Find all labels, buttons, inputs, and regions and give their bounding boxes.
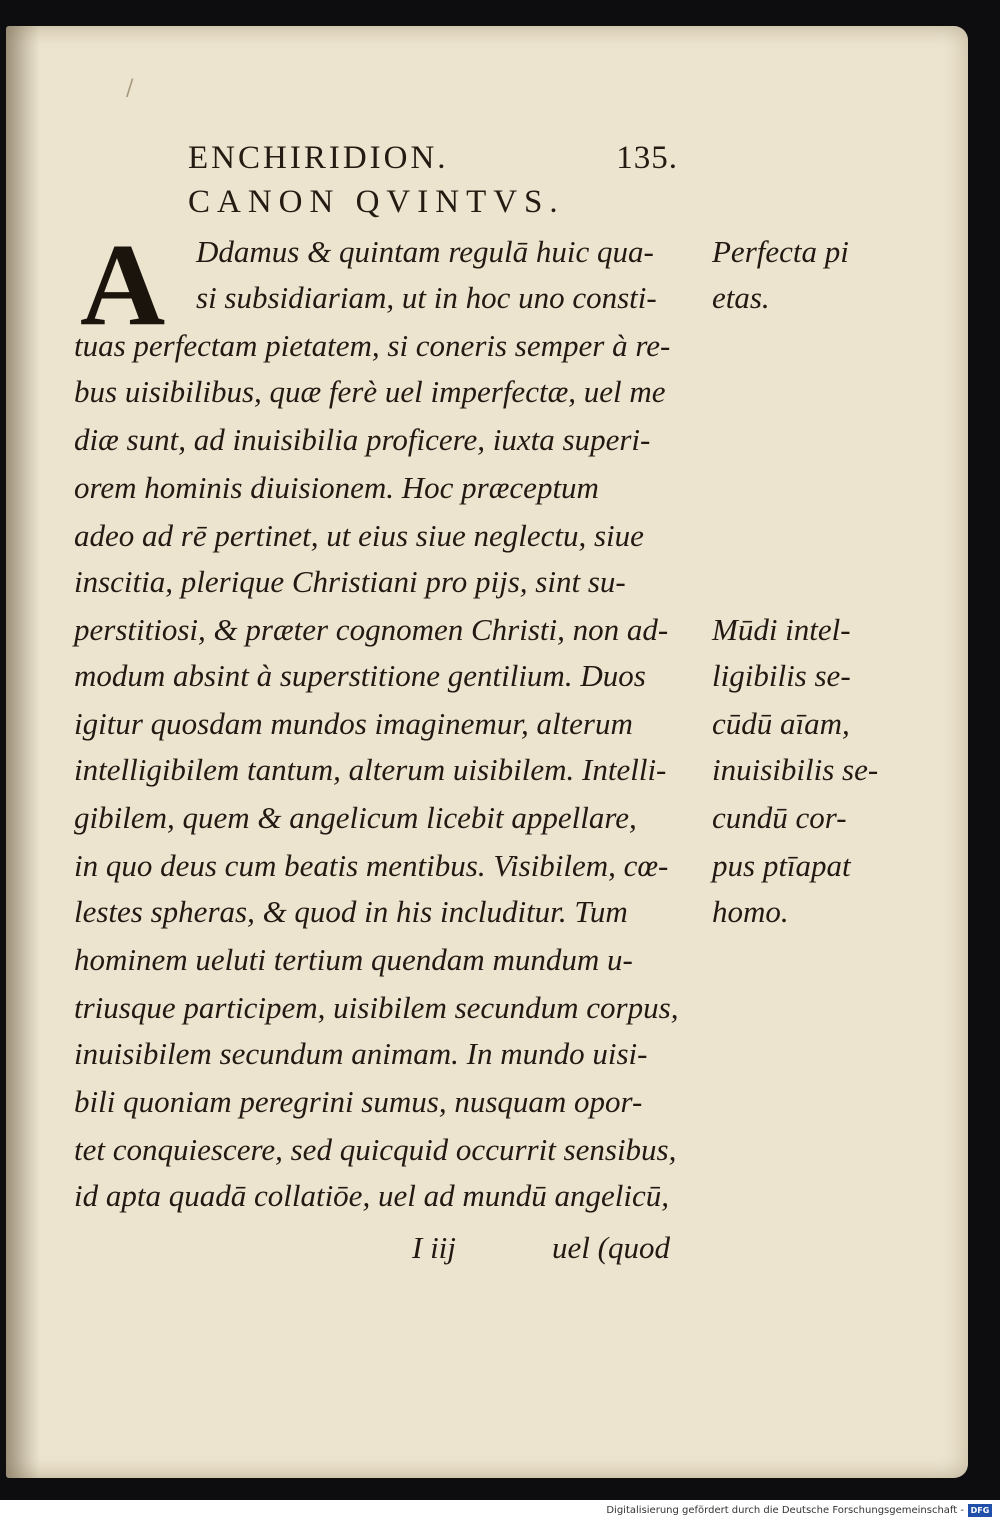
funding-credit: Digitalisierung gefördert durch die Deutsche Forschungsgemeinschaft - — [606, 1505, 964, 1516]
drop-cap: A — [80, 219, 166, 350]
body-line: gibilem, quem & angelicum licebit appellare, — [74, 800, 637, 835]
margin-note-line: inuisibilis se- — [712, 752, 879, 787]
signature-mark: I iij — [412, 1230, 456, 1265]
body-line: igitur quosdam mundos imaginemur, alterum — [74, 706, 633, 741]
body-line: tet conquiescere, sed quicquid occurrit sensibus, — [74, 1132, 677, 1167]
body-line: modum absint à superstitione gentilium. Duos — [74, 658, 646, 693]
body-line: inuisibilem secundum animam. In mundo uisi- — [74, 1036, 648, 1071]
margin-note-line: etas. — [712, 280, 770, 315]
margin-note-line: ligibilis se- — [712, 658, 851, 693]
margin-note-line: cūdū aīam, — [712, 706, 850, 741]
body-line: inscitia, plerique Christiani pro pijs, sint su- — [74, 564, 626, 599]
running-head — [188, 140, 678, 177]
body-line: adeo ad rē pertinet, ut eius siue neglectu, siue — [74, 518, 644, 553]
body-line: orem hominis diuisionem. Hoc præceptum — [74, 470, 599, 505]
body-line: intelligibilem tantum, alterum uisibilem. Intelli- — [74, 752, 667, 787]
body-line: tuas perfectam pietatem, si coneris semper à re- — [74, 328, 671, 363]
body-line: diæ sunt, ad inuisibilia proficere, iuxta superi- — [74, 422, 651, 457]
margin-note-line: pus ptīapat — [712, 848, 851, 883]
ink-smudge: / — [126, 76, 134, 101]
chapter-heading: CANON QVINTVS. — [188, 184, 565, 220]
footer-bar — [0, 1500, 1000, 1523]
body-line: lestes spheras, & quod in his includitur. Tum — [74, 894, 628, 929]
catchword: uel (quod — [552, 1230, 670, 1265]
body-line: hominem ueluti tertium quendam mundum u- — [74, 942, 633, 977]
running-title: ENCHIRIDION. — [188, 140, 449, 176]
body-line: triusque participem, uisibilem secundum corpus, — [74, 990, 679, 1025]
body-line: id apta quadā collatiōe, uel ad mundū angelicū, — [74, 1178, 669, 1213]
body-line: Ddamus & quintam regulā huic qua- — [196, 234, 654, 269]
body-line: in quo deus cum beatis mentibus. Visibilem, cœ- — [74, 848, 669, 883]
body-line: si subsidiariam, ut in hoc uno consti- — [196, 280, 657, 315]
margin-note-line: Mūdi intel- — [712, 612, 851, 647]
margin-note-line: Perfecta pi — [712, 234, 849, 269]
margin-note-line: cundū cor- — [712, 800, 847, 835]
body-line: perstitiosi, & præter cognomen Christi, non ad- — [74, 612, 669, 647]
body-line: bili quoniam peregrini sumus, nusquam opor- — [74, 1084, 643, 1119]
dfg-logo: DFG — [968, 1504, 992, 1517]
margin-note-line: homo. — [712, 894, 789, 929]
page-number: 135. — [616, 140, 678, 176]
body-line: bus uisibilibus, quæ ferè uel imperfectæ, uel me — [74, 374, 666, 409]
